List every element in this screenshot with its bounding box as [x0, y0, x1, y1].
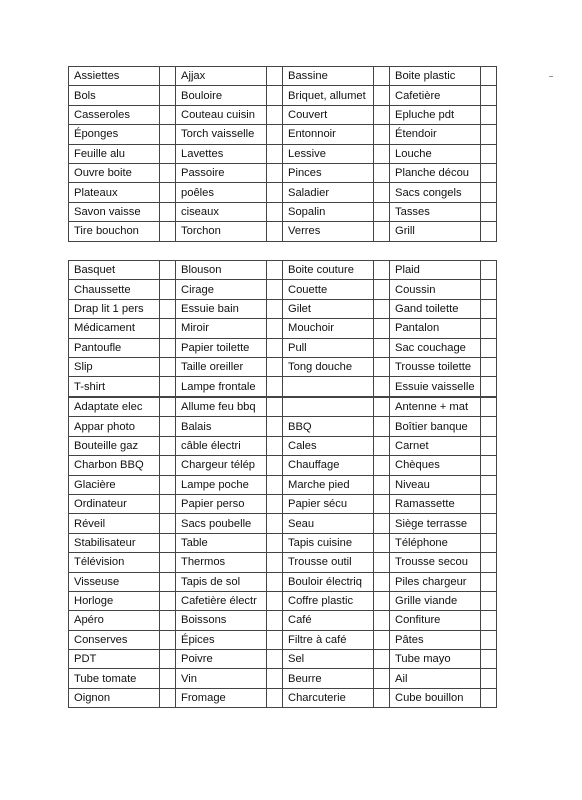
table-cell: Bouloire — [176, 86, 267, 105]
table-cell: Glacière — [69, 475, 160, 494]
table-cell: Chèques — [390, 456, 481, 475]
spacer-cell — [267, 67, 283, 86]
table-cell: Briquet, allumet — [283, 86, 374, 105]
spacer-cell — [481, 591, 497, 610]
spacer-cell — [267, 144, 283, 163]
spacer-cell — [267, 494, 283, 513]
spacer-cell — [160, 630, 176, 649]
equipement-table — [68, 397, 497, 708]
table-row — [69, 417, 497, 436]
spacer-cell — [160, 105, 176, 124]
spacer-cell — [374, 338, 390, 357]
spacer-cell — [481, 261, 497, 280]
spacer-cell — [481, 163, 497, 182]
table-cell: Trousse outil — [283, 553, 374, 572]
table-cell: Tasses — [390, 202, 481, 221]
spacer-cell — [160, 456, 176, 475]
spacer-cell — [160, 533, 176, 552]
spacer-cell — [267, 398, 283, 417]
table-cell: Coussin — [390, 280, 481, 299]
spacer-cell — [267, 514, 283, 533]
table-cell: Carnet — [390, 436, 481, 455]
spacer-cell — [267, 591, 283, 610]
spacer-cell — [481, 280, 497, 299]
spacer-cell — [481, 299, 497, 318]
table-row — [69, 261, 497, 280]
table-cell: Torch vaisselle — [176, 125, 267, 144]
spacer-cell — [374, 572, 390, 591]
table-cell: Grill — [390, 222, 481, 241]
spacer-cell — [374, 163, 390, 182]
table-cell: Drap lit 1 pers — [69, 299, 160, 318]
table-cell: Oignon — [69, 688, 160, 707]
spacer-cell — [160, 202, 176, 221]
table-cell: Epluche pdt — [390, 105, 481, 124]
table-cell: Lessive — [283, 144, 374, 163]
spacer-cell — [160, 222, 176, 241]
spacer-cell — [267, 105, 283, 124]
spacer-cell — [374, 688, 390, 707]
spacer-cell — [374, 611, 390, 630]
table-cell: Basquet — [69, 261, 160, 280]
table-cell: Passoire — [176, 163, 267, 182]
table-cell: PDT — [69, 650, 160, 669]
spacer-cell — [374, 417, 390, 436]
spacer-cell — [481, 125, 497, 144]
table-cell: Téléphone — [390, 533, 481, 552]
table-cell: Cube bouillon — [390, 688, 481, 707]
table-cell: Visseuse — [69, 572, 160, 591]
spacer-cell — [267, 688, 283, 707]
table-cell: Pull — [283, 338, 374, 357]
table-row — [69, 280, 497, 299]
table-cell: Réveil — [69, 514, 160, 533]
table-cell: Ajjax — [176, 67, 267, 86]
table-cell: Épices — [176, 630, 267, 649]
table-cell — [283, 377, 374, 396]
spacer-cell — [267, 222, 283, 241]
spacer-cell — [160, 163, 176, 182]
table-cell: Coffre plastic — [283, 591, 374, 610]
table-cell: Louche — [390, 144, 481, 163]
table-cell: Chaussette — [69, 280, 160, 299]
spacer-cell — [374, 514, 390, 533]
table-cell: Adaptate elec — [69, 398, 160, 417]
spacer-cell — [481, 183, 497, 202]
spacer-cell — [160, 591, 176, 610]
spacer-cell — [267, 436, 283, 455]
table-cell: Antenne + mat — [390, 398, 481, 417]
table-cell: Appar photo — [69, 417, 160, 436]
spacer-cell — [267, 280, 283, 299]
table-cell: Tube tomate — [69, 669, 160, 688]
table-cell: Seau — [283, 514, 374, 533]
table-cell: Torchon — [176, 222, 267, 241]
table-cell: Saladier — [283, 183, 374, 202]
spacer-cell — [160, 280, 176, 299]
linge-table — [68, 260, 497, 397]
spacer-cell — [267, 377, 283, 396]
spacer-cell — [160, 398, 176, 417]
table-cell: Couette — [283, 280, 374, 299]
table-cell: Apéro — [69, 611, 160, 630]
spacer-cell — [374, 553, 390, 572]
table-cell: Bassine — [283, 67, 374, 86]
spacer-cell — [160, 650, 176, 669]
spacer-cell — [267, 202, 283, 221]
table-cell: Ramassette — [390, 494, 481, 513]
table-cell: Ouvre boite — [69, 163, 160, 182]
table-row — [69, 125, 497, 144]
table-cell: Plateaux — [69, 183, 160, 202]
spacer-cell — [481, 611, 497, 630]
spacer-cell — [160, 377, 176, 396]
spacer-cell — [160, 299, 176, 318]
table-row — [69, 202, 497, 221]
table-cell: T-shirt — [69, 377, 160, 396]
table-cell: Sacs poubelle — [176, 514, 267, 533]
table-cell: Tube mayo — [390, 650, 481, 669]
spacer-cell — [267, 553, 283, 572]
table-cell: Bols — [69, 86, 160, 105]
table-cell: Sac couchage — [390, 338, 481, 357]
spacer-cell — [267, 572, 283, 591]
table-row — [69, 398, 497, 417]
spacer-cell — [267, 319, 283, 338]
table-cell: Casseroles — [69, 105, 160, 124]
table-cell: Lampe poche — [176, 475, 267, 494]
table-cell: Niveau — [390, 475, 481, 494]
table-cell: Grille viande — [390, 591, 481, 610]
table-row — [69, 688, 497, 707]
spacer-cell — [481, 572, 497, 591]
table-cell: Cirage — [176, 280, 267, 299]
spacer-cell — [481, 319, 497, 338]
spacer-cell — [267, 417, 283, 436]
spacer-cell — [267, 475, 283, 494]
table-cell: Thermos — [176, 553, 267, 572]
spacer-cell — [267, 125, 283, 144]
table-cell: Cafetière électr — [176, 591, 267, 610]
table-cell: Table — [176, 533, 267, 552]
spacer-cell — [374, 669, 390, 688]
spacer-cell — [481, 650, 497, 669]
table-cell: Confiture — [390, 611, 481, 630]
spacer-cell — [374, 222, 390, 241]
table-cell: Essuie vaisselle — [390, 377, 481, 396]
spacer-cell — [481, 222, 497, 241]
table-row — [69, 222, 497, 241]
spacer-cell — [374, 456, 390, 475]
table-cell: Plaid — [390, 261, 481, 280]
table-row — [69, 494, 497, 513]
table-cell: Pantalon — [390, 319, 481, 338]
table-cell: Boite couture — [283, 261, 374, 280]
table-cell: Tapis cuisine — [283, 533, 374, 552]
table-cell: Beurre — [283, 669, 374, 688]
table-cell: Allume feu bbq — [176, 398, 267, 417]
table-cell: câble électri — [176, 436, 267, 455]
spacer-cell — [374, 475, 390, 494]
table-cell: Blouson — [176, 261, 267, 280]
spacer-cell — [374, 144, 390, 163]
table-row — [69, 611, 497, 630]
spacer-cell — [374, 591, 390, 610]
table-row — [69, 338, 497, 357]
table-cell: Cales — [283, 436, 374, 455]
spacer-cell — [481, 67, 497, 86]
table-cell: Charcuterie — [283, 688, 374, 707]
table-cell: Tire bouchon — [69, 222, 160, 241]
table-row — [69, 553, 497, 572]
spacer-cell — [481, 553, 497, 572]
spacer-cell — [374, 357, 390, 376]
table-cell: Filtre à café — [283, 630, 374, 649]
spacer-cell — [160, 572, 176, 591]
spacer-cell — [267, 163, 283, 182]
spacer-cell — [160, 688, 176, 707]
table-cell: Bouteille gaz — [69, 436, 160, 455]
table-cell: Chargeur télép — [176, 456, 267, 475]
spacer-cell — [481, 357, 497, 376]
table-cell: Gilet — [283, 299, 374, 318]
table-cell: Ordinateur — [69, 494, 160, 513]
spacer-cell — [481, 669, 497, 688]
spacer-cell — [481, 494, 497, 513]
table-cell: Télévision — [69, 553, 160, 572]
table-cell: Papier perso — [176, 494, 267, 513]
table-cell: Marche pied — [283, 475, 374, 494]
table-cell: Boîtier banque — [390, 417, 481, 436]
table-cell: Boite plastic — [390, 67, 481, 86]
table-cell: Café — [283, 611, 374, 630]
table-row — [69, 357, 497, 376]
spacer-cell — [374, 533, 390, 552]
spacer-cell — [160, 494, 176, 513]
table-cell: BBQ — [283, 417, 374, 436]
table-cell: ciseaux — [176, 202, 267, 221]
spacer-cell — [374, 67, 390, 86]
table-cell: Cafetière — [390, 86, 481, 105]
table-cell: Pantoufle — [69, 338, 160, 357]
spacer-cell — [481, 338, 497, 357]
spacer-cell — [160, 67, 176, 86]
spacer-cell — [481, 456, 497, 475]
spacer-cell — [374, 280, 390, 299]
table-row — [69, 163, 497, 182]
table-cell: Éponges — [69, 125, 160, 144]
spacer-cell — [374, 436, 390, 455]
table-row — [69, 319, 497, 338]
spacer-cell — [267, 261, 283, 280]
table-cell: Planche décou — [390, 163, 481, 182]
table-row — [69, 86, 497, 105]
spacer-cell — [374, 319, 390, 338]
table-cell: Couvert — [283, 105, 374, 124]
spacer-cell — [481, 514, 497, 533]
spacer-cell — [374, 494, 390, 513]
spacer-cell — [267, 669, 283, 688]
table-cell: Fromage — [176, 688, 267, 707]
spacer-cell — [374, 299, 390, 318]
spacer-cell — [160, 514, 176, 533]
table-cell: Mouchoir — [283, 319, 374, 338]
spacer-cell — [160, 261, 176, 280]
table-cell: Tapis de sol — [176, 572, 267, 591]
table-cell: Assiettes — [69, 67, 160, 86]
spacer-cell — [160, 86, 176, 105]
table-cell: Balais — [176, 417, 267, 436]
table-cell: Verres — [283, 222, 374, 241]
table-cell: Bouloir électriq — [283, 572, 374, 591]
table-cell: Savon vaisse — [69, 202, 160, 221]
spacer-cell — [160, 319, 176, 338]
table-cell: Stabilisateur — [69, 533, 160, 552]
table-cell: Étendoir — [390, 125, 481, 144]
spacer-cell — [374, 105, 390, 124]
table-row — [69, 144, 497, 163]
spacer-cell — [374, 86, 390, 105]
table-cell: Couteau cuisin — [176, 105, 267, 124]
scan-mark — [549, 76, 553, 77]
table-row — [69, 183, 497, 202]
cuisine-table — [68, 66, 497, 242]
spacer-cell — [374, 398, 390, 417]
spacer-cell — [267, 338, 283, 357]
table-row — [69, 572, 497, 591]
spacer-cell — [267, 183, 283, 202]
table-cell: Papier sécu — [283, 494, 374, 513]
table-cell: Charbon BBQ — [69, 456, 160, 475]
spacer-cell — [160, 144, 176, 163]
spacer-cell — [267, 86, 283, 105]
table-cell: poêles — [176, 183, 267, 202]
table-cell: Feuille alu — [69, 144, 160, 163]
table-row — [69, 533, 497, 552]
spacer-cell — [481, 630, 497, 649]
spacer-cell — [374, 125, 390, 144]
table-cell: Tong douche — [283, 357, 374, 376]
spacer-cell — [160, 553, 176, 572]
spacer-cell — [267, 357, 283, 376]
spacer-cell — [481, 436, 497, 455]
table-cell: Papier toilette — [176, 338, 267, 357]
table-cell: Sopalin — [283, 202, 374, 221]
spacer-cell — [267, 456, 283, 475]
table-row — [69, 436, 497, 455]
table-row — [69, 669, 497, 688]
spacer-cell — [481, 105, 497, 124]
table-cell — [283, 398, 374, 417]
table-cell: Trousse toilette — [390, 357, 481, 376]
table-cell: Sacs congels — [390, 183, 481, 202]
spacer-cell — [481, 533, 497, 552]
spacer-cell — [160, 183, 176, 202]
spacer-cell — [481, 398, 497, 417]
table-row — [69, 105, 497, 124]
spacer-cell — [267, 299, 283, 318]
table-cell: Pâtes — [390, 630, 481, 649]
table-cell: Trousse secou — [390, 553, 481, 572]
spacer-cell — [481, 417, 497, 436]
table-cell: Sel — [283, 650, 374, 669]
spacer-cell — [374, 183, 390, 202]
spacer-cell — [374, 650, 390, 669]
table-cell: Gand toilette — [390, 299, 481, 318]
spacer-cell — [160, 436, 176, 455]
spacer-cell — [267, 611, 283, 630]
table-row — [69, 475, 497, 494]
spacer-cell — [160, 611, 176, 630]
table-row — [69, 650, 497, 669]
table-cell: Horloge — [69, 591, 160, 610]
table-cell: Slip — [69, 357, 160, 376]
table-cell: Essuie bain — [176, 299, 267, 318]
table-row — [69, 591, 497, 610]
spacer-cell — [267, 533, 283, 552]
spacer-cell — [267, 630, 283, 649]
spacer-cell — [481, 86, 497, 105]
table-cell: Miroir — [176, 319, 267, 338]
spacer-cell — [374, 377, 390, 396]
table-row — [69, 299, 497, 318]
table-row — [69, 630, 497, 649]
table-row — [69, 67, 497, 86]
table-cell: Lavettes — [176, 144, 267, 163]
spacer-cell — [374, 261, 390, 280]
table-cell: Médicament — [69, 319, 160, 338]
table-cell: Ail — [390, 669, 481, 688]
table-row — [69, 377, 497, 396]
table-cell: Poivre — [176, 650, 267, 669]
spacer-cell — [481, 475, 497, 494]
table-cell: Vin — [176, 669, 267, 688]
spacer-cell — [160, 125, 176, 144]
spacer-cell — [160, 417, 176, 436]
spacer-cell — [374, 202, 390, 221]
table-cell: Siège terrasse — [390, 514, 481, 533]
spacer-cell — [160, 669, 176, 688]
table-cell: Chauffage — [283, 456, 374, 475]
spacer-cell — [160, 357, 176, 376]
table-cell: Taille oreiller — [176, 357, 267, 376]
table-row — [69, 514, 497, 533]
table-cell: Conserves — [69, 630, 160, 649]
spacer-cell — [481, 144, 497, 163]
spacer-cell — [267, 650, 283, 669]
spacer-cell — [481, 377, 497, 396]
table-cell: Lampe frontale — [176, 377, 267, 396]
spacer-cell — [374, 630, 390, 649]
table-cell: Pinces — [283, 163, 374, 182]
table-cell: Boissons — [176, 611, 267, 630]
spacer-cell — [160, 475, 176, 494]
table-cell: Piles chargeur — [390, 572, 481, 591]
spacer-cell — [481, 202, 497, 221]
spacer-cell — [160, 338, 176, 357]
table-row — [69, 456, 497, 475]
spacer-cell — [481, 688, 497, 707]
table-cell: Entonnoir — [283, 125, 374, 144]
